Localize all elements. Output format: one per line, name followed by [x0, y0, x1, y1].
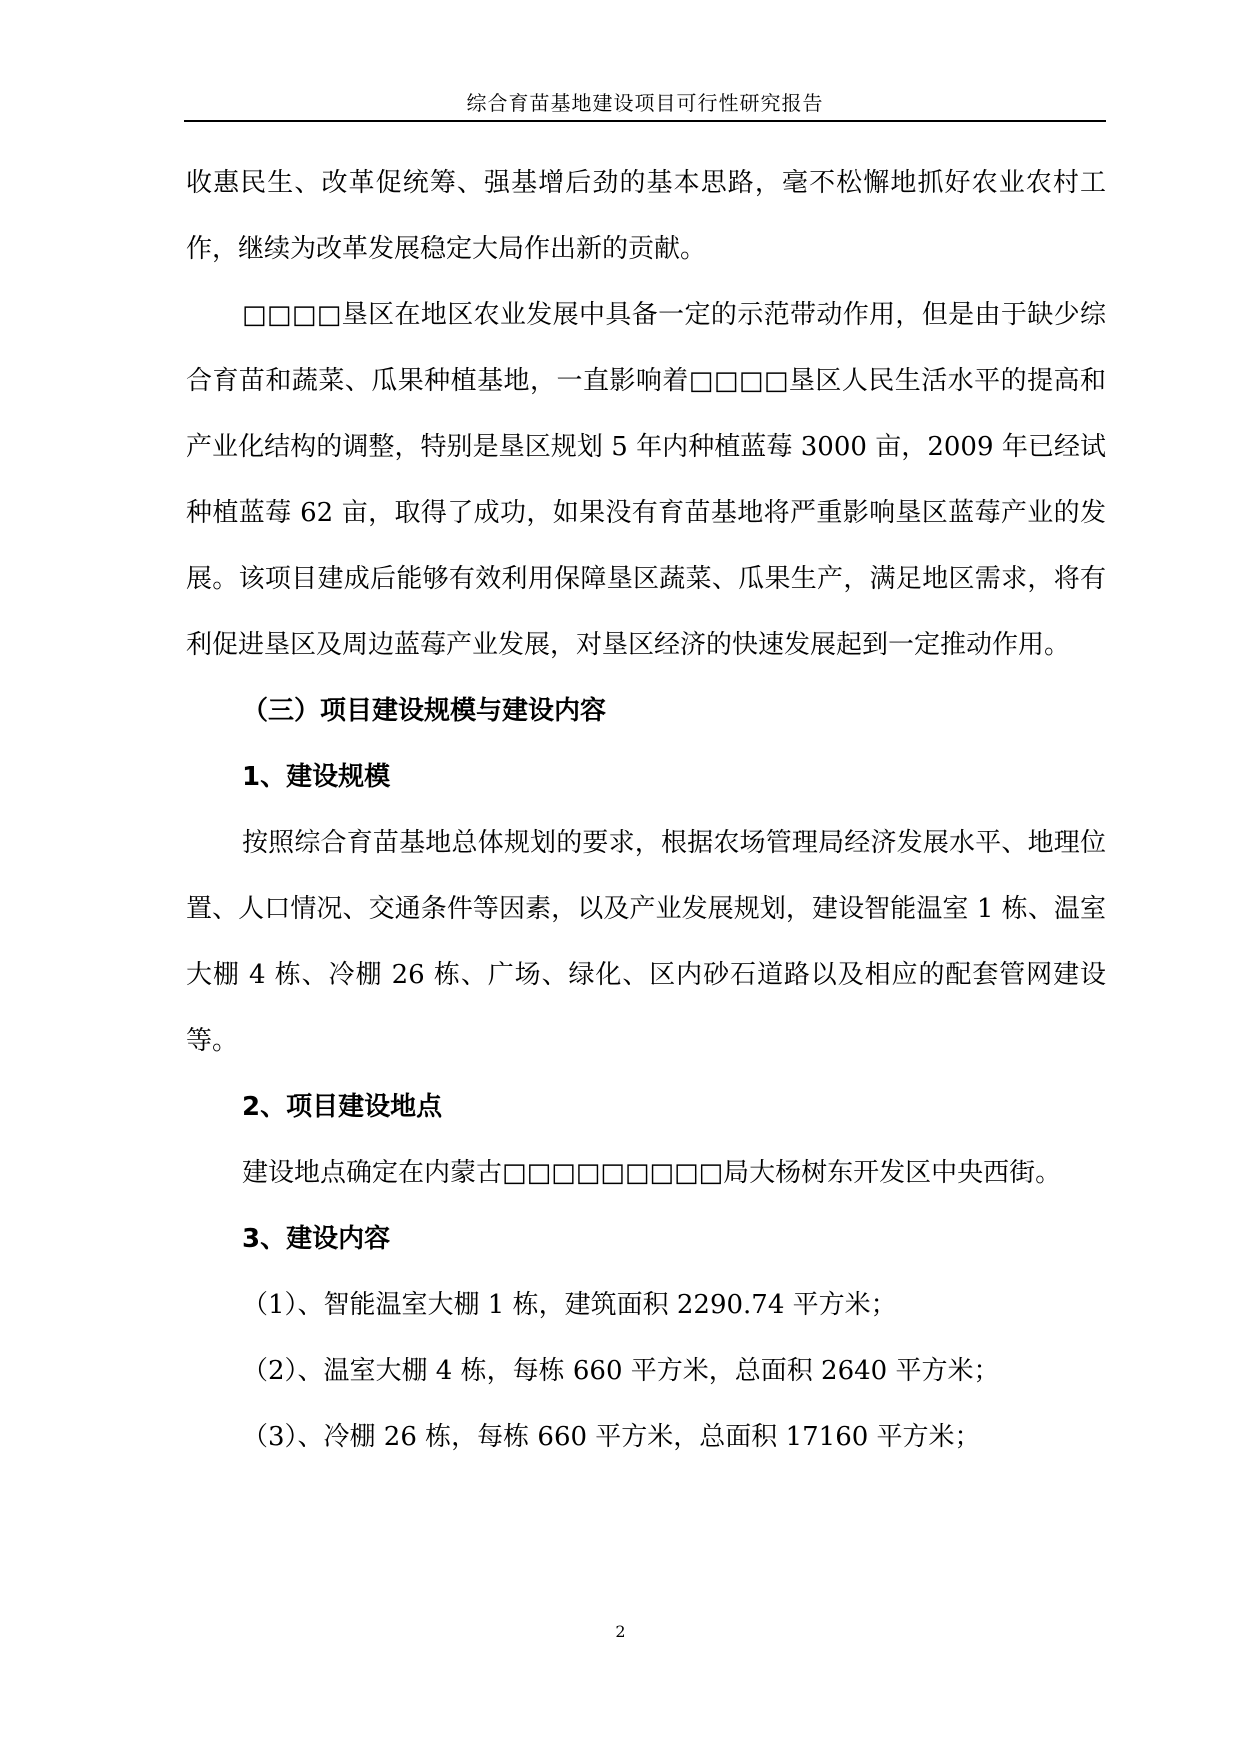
subsection-text-location: 建设地点确定在内蒙古□□□□□□□□□局大杨树东开发区中央西街。: [242, 1158, 1062, 1188]
body-paragraph-2: □□□□垦区在地区农业发展中具备一定的示范带动作用，但是由于缺少综合育苗和蔬菜、瓜果种植基地，一直影响着□□□□垦区人民生活水平的提高和产业化结构的调整，特别是垦区规划 5 年内种植蓝莓 3000 亩，2009 年已经试种植蓝莓 62 亩，取得了成功，如果没有育苗基地将严重影响垦区蓝莓产业的发展。该项目建成后能够有效利用保障垦区蔬菜、瓜果生产，满足地区需求，将有利促进垦区及周边蓝莓产业发展，对垦区经济的快速发展起到一定推动作用。: [186, 300, 1106, 660]
header-divider: [184, 120, 1106, 122]
body-paragraph-1: 收惠民生、改革促统筹、强基增后劲的基本思路，毫不松懈地抓好农业农村工作，继续为改革发展稳定大局作出新的贡献。: [186, 168, 1106, 264]
list-item: （2）、温室大棚 4 栋，每栋 660 平方米，总面积 2640 平方米；: [242, 1356, 1000, 1386]
subsection-heading-location: 2、项目建设地点: [242, 1092, 443, 1122]
list-item: （1）、智能温室大棚 1 栋，建筑面积 2290.74 平方米；: [242, 1290, 897, 1320]
section-heading: （三）项目建设规模与建设内容: [242, 696, 607, 726]
subsection-text-scale: 按照综合育苗基地总体规划的要求，根据农场管理局经济发展水平、地理位置、人口情况、交通条件等因素，以及产业发展规划，建设智能温室 1 栋、温室大棚 4 栋、冷棚 26 栋、广场、绿化、区内砂石道路以及相应的配套管网建设等。: [186, 828, 1106, 1056]
page-header-title: 综合育苗基地建设项目可行性研究报告: [466, 91, 824, 115]
page-number: 2: [615, 1622, 626, 1641]
document-body: [186, 150, 1106, 1470]
subsection-heading-scale: 1、建设规模: [242, 762, 391, 792]
subsection-heading-contents: 3、建设内容: [242, 1224, 391, 1254]
list-item: （3）、冷棚 26 栋，每栋 660 平方米，总面积 17160 平方米；: [242, 1422, 981, 1452]
